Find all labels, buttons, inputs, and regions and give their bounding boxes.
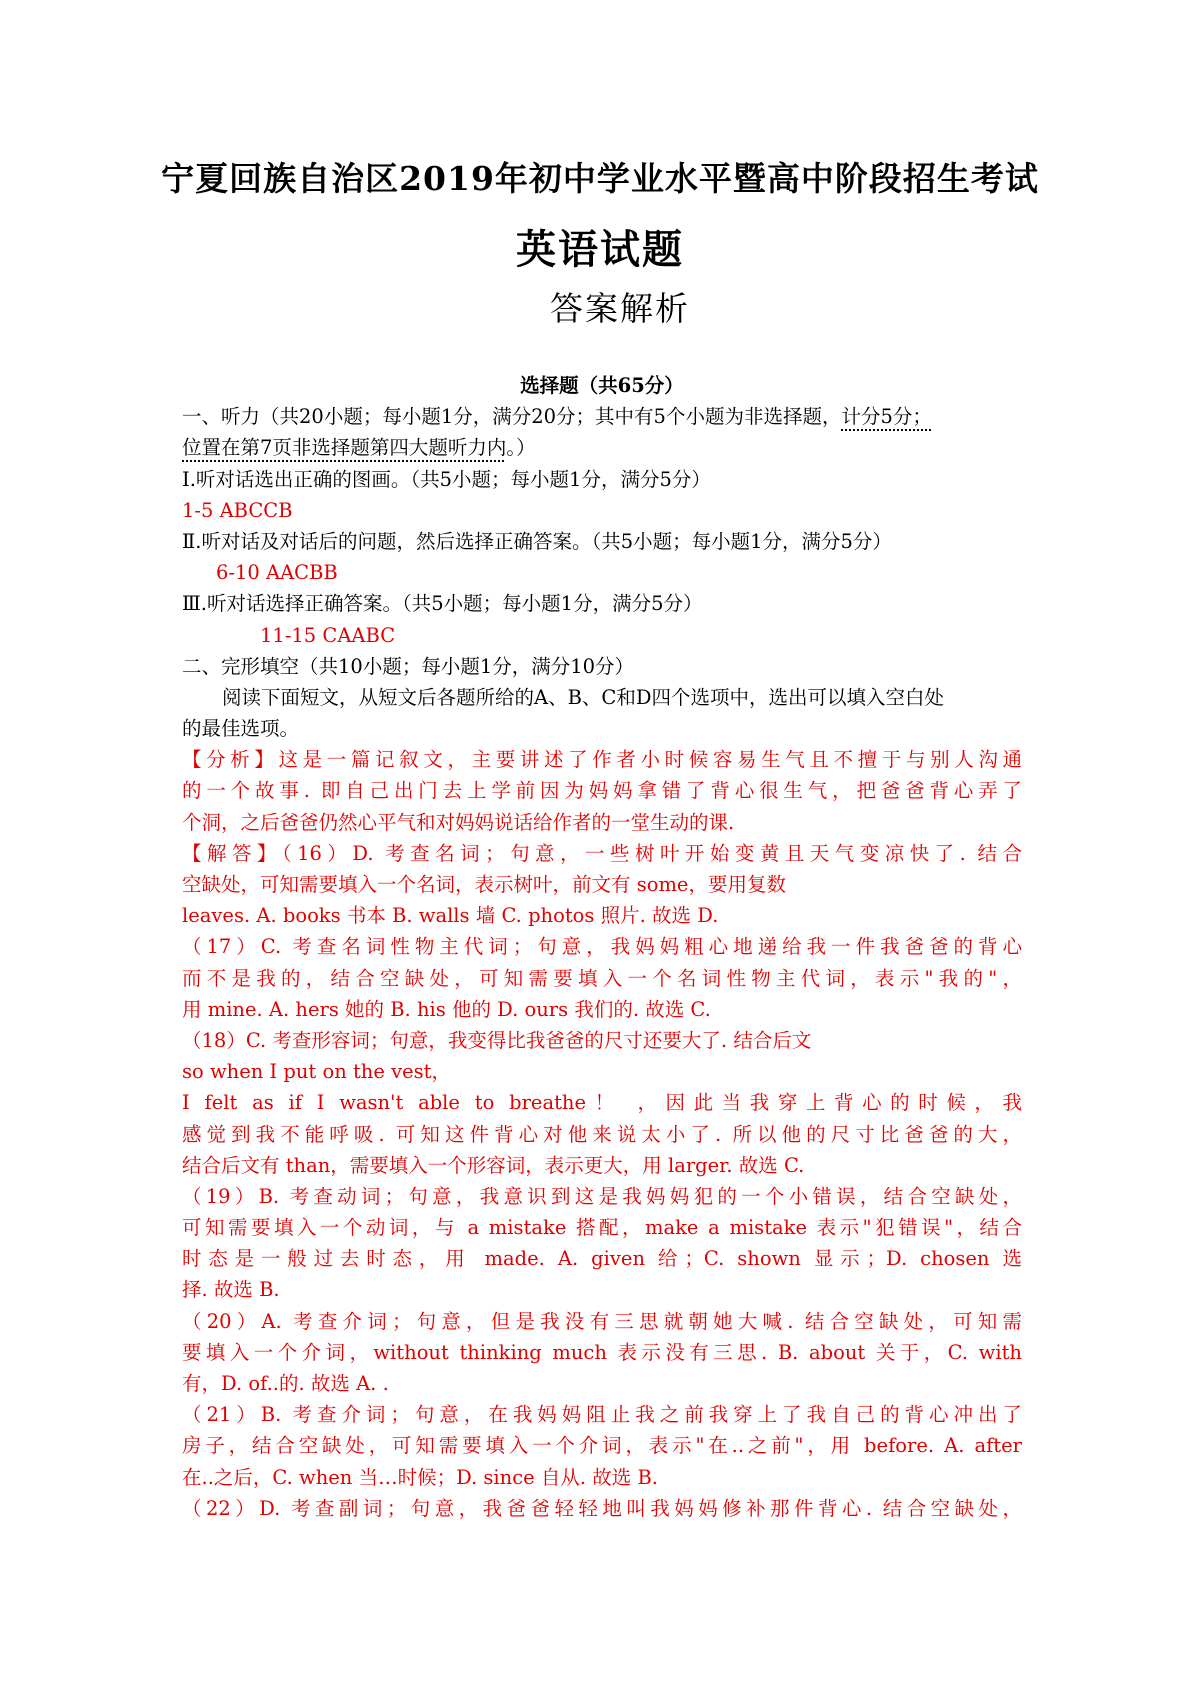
answer-line: （18）C. 考查形容词；句意，我变得比我爸爸的尺寸还要大了. 结合后文 [182,1028,812,1052]
part1-heading-end: 。） [506,436,536,460]
answer-line: 择. 故选 B. [182,1278,280,1302]
sub1-answer: 1-5 ABCCB [182,498,293,522]
sub2-answer: 6-10 AACBB [216,561,338,585]
answer-line: 感觉到我不能呼吸. 可知这件背心对他来说太小了. 所以他的尺寸比爸爸的大， [182,1122,1022,1146]
exam-subtitle: 答案解析 [550,289,690,328]
part1-heading-text: 一、听力（共20小题；每小题1分，满分20分；其中有5个小题为非选择题， [182,405,842,429]
answer-line: 要填入一个介词，without thinking much 表示没有三思. B. about 关于，C. with [182,1340,1022,1364]
answer-line: （21）B. 考查介词；句意，在我妈妈阻止我之前我穿上了我自己的背心冲出了 [182,1403,1022,1427]
answer-line: （22）D. 考查副词；句意，我爸爸轻轻地叫我妈妈修补那件背心. 结合空缺处， [182,1496,1022,1520]
answer-line: （19）B. 考查动词；句意，我意识到这是我妈妈犯的一个小错误，结合空缺处， [182,1184,1022,1208]
sub1-instruction: Ⅰ.听对话选出正确的图画。（共5小题；每小题1分，满分5分） [182,467,711,491]
answer-line: 【解答】（16）D. 考查名词；句意，一些树叶开始变黄且天气变凉快了. 结合 [182,841,1022,865]
part1-dotted-location: 位置在第7页非选择题第四大题听力内 [182,436,507,460]
answer-line: 在..之后，C. when 当…时候；D. since 自从. 故选 B. [182,1465,658,1489]
answer-line: 房子，结合空缺处，可知需要填入一个介词，表示"在..之前"，用 before. A. after [182,1434,1022,1458]
answer-line: （17）C. 考查名词性物主代词；句意，我妈妈粗心地递给我一件我爸爸的背心 [182,935,1022,959]
sub2-instruction: Ⅱ.听对话及对话后的问题，然后选择正确答案。（共5小题；每小题1分，满分5分） [182,529,892,553]
answer-line: 时态是一般过去时态，用 made. A. given 给；C. shown 显示；D. chosen 选 [182,1247,1022,1271]
answer-line: 空缺处，可知需要填入一个名词，表示树叶，前文有 some，要用复数 [182,873,786,896]
part1-heading [182,401,1022,432]
section-heading: 选择题（共65分） [520,374,684,397]
part1-heading-continued [182,432,1022,463]
analysis-line: 的一个故事. 即自己出门去上学前因为妈妈拿错了背心很生气，把爸爸背心弄了 [182,779,1022,803]
answer-line: I felt as if I wasn't able to breathe！ ，因此当我穿上背心的时候，我 [182,1091,1022,1115]
sub3-instruction: Ⅲ.听对话选择正确答案。（共5小题；每小题1分，满分5分） [182,592,703,616]
answer-explanations [182,838,1022,1524]
sub3-answer: 11-15 CAABC [260,623,396,647]
answer-line: 有，D. of..的. 故选 A. . [182,1372,389,1395]
answer-line: 而不是我的，结合空缺处，可知需要填入一个名词性物主代词，表示"我的"， [182,966,1022,990]
exam-title: 宁夏回族自治区2019年初中学业水平暨高中阶段招生考试 [161,159,1039,198]
part1-dotted-score: 计分5分； [841,405,932,429]
analysis-line: 【分析】这是一篇记叙文，主要讲述了作者小时候容易生气且不擅于与别人沟通 [182,748,1022,772]
answer-line: （20）A. 考查介词；句意，但是我没有三思就朝她大喊. 结合空缺处，可知需 [182,1309,1022,1333]
part2-heading: 二、完形填空（共10小题；每小题1分，满分10分） [182,654,635,678]
answer-line: leaves. A. books 书本 B. walls 墙 C. photos 照片. 故选 D. [182,904,719,928]
document-body [182,370,1022,1524]
answer-line: 可知需要填入一个动词，与 a mistake 搭配，make a mistake 表示"犯错误"，结合 [182,1216,1022,1240]
part2-instruction: 阅读下面短文，从短文后各题所给的A、B、C和D四个选项中，选出可以填入空白处 [222,685,944,709]
answer-line: so when I put on the vest， [182,1060,452,1084]
analysis-line: 个洞，之后爸爸仍然心平气和对妈妈说话给作者的一堂生动的课. [182,810,735,834]
exam-subject: 英语试题 [516,226,684,273]
answer-line: 结合后文有 than，需要填入一个形容词，表示更大，用 larger. 故选 C. [182,1153,805,1177]
answer-line: 用 mine. A. hers 她的 B. his 他的 D. ours 我们的. 故选 C. [182,997,711,1021]
part2-instruction-continued: 的最佳选项。 [182,717,300,741]
